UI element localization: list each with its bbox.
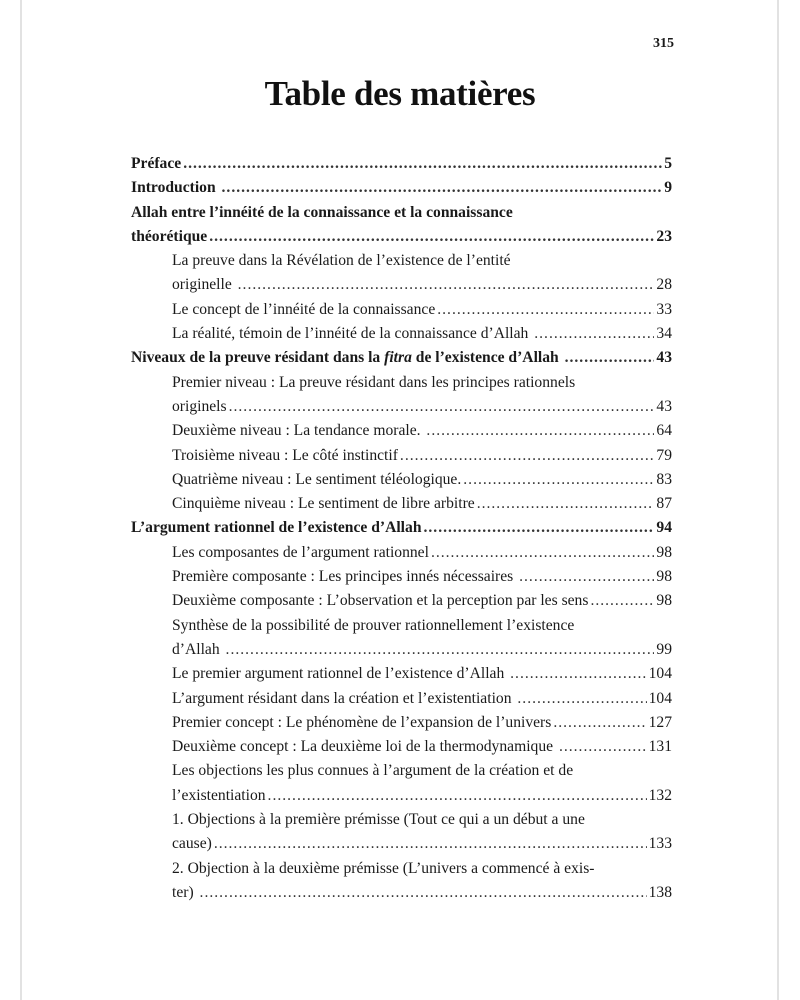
dot-leader [590,589,654,613]
toc-entry-title: originels [172,397,227,415]
toc-entry-line [172,735,672,759]
dot-leader [222,176,663,200]
toc-entry-title: Deuxième composante : L’observation et la perception par les sens [172,592,589,610]
toc-entry-title: La réalité, témoin de l’innéité de la connaissance d’Allah [172,325,533,343]
toc-page-number: 132 [648,786,672,804]
toc-chapter[interactable] [131,152,672,176]
toc-section[interactable] [131,589,672,613]
toc-page-number: 87 [656,495,672,513]
toc-entry-line [131,176,672,200]
toc-page-number: 133 [648,835,672,853]
toc-section[interactable] [131,808,672,857]
toc-entry-line [172,492,672,516]
toc-entry-text-line: Premier niveau : La preuve résidant dans les principes rationnels [172,373,576,391]
toc-entry-line [172,273,672,297]
toc-entry-line [172,468,672,492]
toc-entry-line [172,322,672,346]
toc-entry-title: d’Allah [172,640,224,658]
toc-entry-line [172,687,672,711]
toc-page-number: 43 [656,349,672,367]
toc-page-number: 94 [656,519,672,537]
toc-page-number: 98 [656,568,672,586]
toc-page-number: 138 [648,883,672,901]
dot-leader [200,881,647,905]
toc-chapter[interactable] [131,176,672,200]
toc-entry-line [172,881,672,905]
toc-section[interactable] [131,857,672,906]
toc-entry-title-part: de l’existence d’Allah [411,349,563,367]
dot-leader [214,832,647,856]
toc-entry-title: Deuxième niveau : La tendance morale. [172,422,425,440]
toc-section[interactable] [131,249,672,298]
toc-entry-title: Le concept de l’innéité de la connaissance [172,300,436,318]
dot-leader [565,346,655,370]
toc-entry-title: Les composantes de l’argument rationnel [172,543,429,561]
toc-page-number: 64 [656,422,672,440]
toc-entry-line [172,419,672,443]
toc-entry-title: Introduction [131,179,220,197]
dot-leader [517,687,646,711]
toc-entry-line [172,832,672,856]
toc-entry-title: Troisième niveau : Le côté instinctif [172,446,398,464]
page-number: 315 [653,36,674,51]
toc-chapter[interactable] [131,516,672,540]
toc-entry-title-part: Niveaux de la preuve résidant dans la [131,349,385,367]
toc-entry-line [131,225,672,249]
toc-entry-text-line: 2. Objection à la deuxième prémisse (L’univers a commencé à exis- [172,859,595,877]
toc-page-number: 33 [656,300,672,318]
toc-entry-line [172,589,672,613]
toc-section[interactable] [131,735,672,759]
toc-entry-title: théorétique [131,227,208,245]
toc-section[interactable] [131,565,672,589]
toc-section[interactable] [131,468,672,492]
dot-leader [238,273,655,297]
toc-section[interactable] [131,419,672,443]
toc-entry-title: Deuxième concept : La deuxième loi de la thermodynamique [172,738,557,756]
toc-entry-title: Préface [131,155,182,172]
dot-leader [553,711,646,735]
dot-leader [534,322,654,346]
toc-page-number: 34 [656,325,672,343]
toc-entry-line [172,711,672,735]
dot-leader [183,152,662,176]
toc-entry-line [172,638,672,662]
toc-section[interactable] [131,298,672,322]
toc-page-number: 98 [656,592,672,610]
toc-section[interactable] [131,492,672,516]
dot-leader [510,662,646,686]
toc-entry-title: Le premier argument rationnel de l’existence d’Allah [172,665,509,683]
toc-entry-line [131,152,672,176]
toc-section[interactable] [131,662,672,686]
toc-entry-line [172,541,672,565]
dot-leader [226,638,655,662]
dot-leader [400,444,654,468]
toc-page-number: 79 [656,446,672,464]
toc-entry-line [131,346,672,370]
dot-leader [519,565,654,589]
toc-entry-title: originelle [172,276,236,294]
toc-section[interactable] [131,322,672,346]
toc-entry-title: Première composante : Les principes innés nécessaires [172,568,518,586]
dot-leader [431,541,654,565]
toc-entry-text-line: Allah entre l’innéité de la connaissance et la connaissance [131,203,513,221]
dot-leader [463,468,654,492]
toc-entry-line [172,444,672,468]
toc-page-number: 83 [656,470,672,488]
toc-page-number: 99 [656,640,672,658]
page-edge-right [777,0,779,1000]
toc-entry-title: Premier concept : Le phénomène de l’expansion de l’univers [172,713,552,731]
toc-entry-title: Cinquième niveau : Le sentiment de libre arbitre [172,495,475,513]
toc-page-number: 104 [648,689,672,707]
toc-page-number: 43 [656,397,672,415]
dot-leader [437,298,654,322]
table-of-contents [131,152,672,905]
toc-entry-title: cause) [172,835,212,853]
toc-page-number: 104 [648,665,672,683]
toc-entry-line [172,298,672,322]
toc-page-number: 28 [656,276,672,294]
page-edge-left [20,0,22,1000]
toc-entry-title: L’argument rationnel de l’existence d’Allah [131,519,422,537]
toc-entry-line [172,395,672,419]
toc-section[interactable] [131,759,672,808]
toc-section[interactable] [131,541,672,565]
toc-page-number: 98 [656,543,672,561]
toc-page-number: 9 [664,179,672,197]
toc-section[interactable] [131,444,672,468]
page-title: Table des matières [264,74,536,113]
toc-page-number: 127 [648,713,672,731]
toc-entry-title: Quatrième niveau : Le sentiment téléologique. [172,470,462,488]
toc-chapter[interactable] [131,201,672,250]
dot-leader [477,492,655,516]
toc-section[interactable] [131,687,672,711]
toc-entry-title: ter) [172,883,198,901]
toc-section[interactable] [131,371,672,420]
toc-page-number: 23 [656,227,672,245]
dot-leader [424,516,655,540]
toc-entry-title: l’existentiation [172,786,266,804]
toc-entry-line [131,516,672,540]
dot-leader [559,735,647,759]
dot-leader [229,395,655,419]
toc-entry-line [172,784,672,808]
dot-leader [268,784,647,808]
toc-chapter[interactable] [131,346,672,370]
toc-entry-text-line: 1. Objections à la première prémisse (Tout ce qui a un début a une [172,811,585,829]
toc-entry-line [172,662,672,686]
dot-leader [209,225,654,249]
toc-page-number: 131 [648,738,672,756]
toc-entry-text-line: La preuve dans la Révélation de l’existence de l’entité [172,252,511,270]
toc-section[interactable] [131,614,672,663]
toc-entry-title-italic: fitra [384,349,412,367]
toc-entry-line [172,565,672,589]
toc-entry-text-line: Synthèse de la possibilité de prouver rationnellement l’existence [172,616,575,634]
toc-entry-text-line: Les objections les plus connues à l’argument de la création et de [172,762,574,780]
toc-section[interactable] [131,711,672,735]
toc-entry-title [131,346,563,370]
dot-leader [426,419,654,443]
toc-page-number: 5 [664,155,672,172]
toc-entry-title: L’argument résidant dans la création et l’existentiation [172,689,516,707]
